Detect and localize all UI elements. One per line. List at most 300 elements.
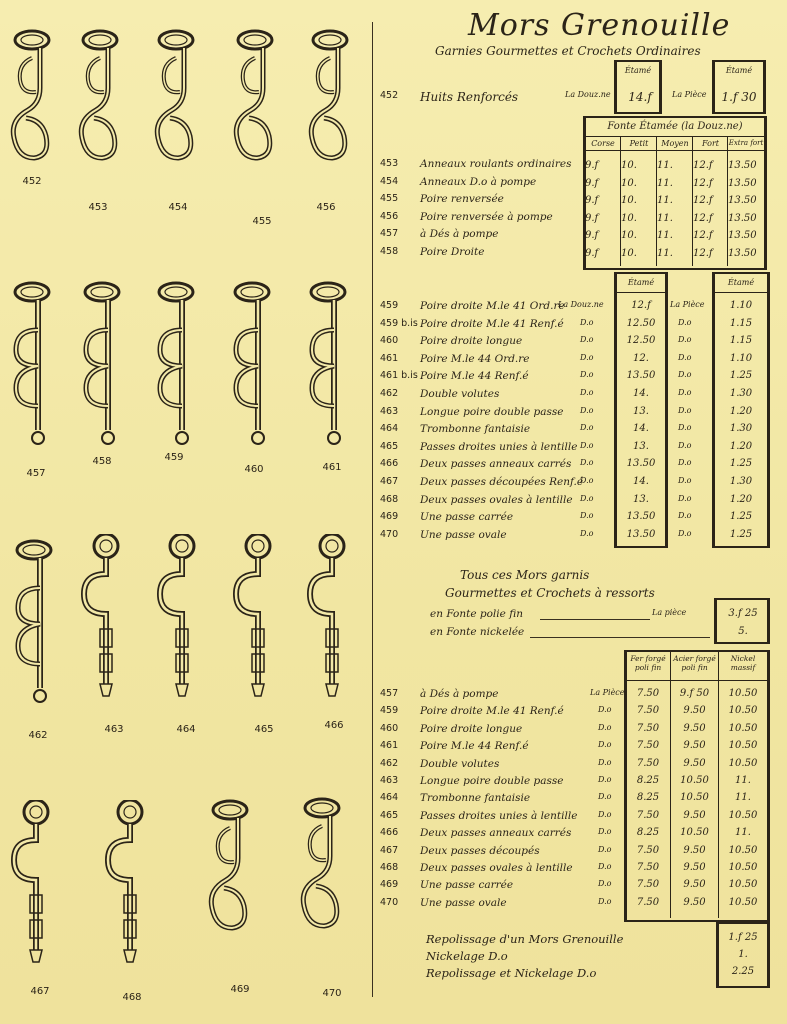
price: 13.50	[728, 160, 757, 171]
table-row	[380, 458, 780, 474]
item-name: Huits Renforcés	[420, 90, 519, 104]
item-name: Deux passes anneaux carrés	[420, 458, 572, 471]
item-number: 463	[380, 405, 399, 417]
price: 7.50	[636, 809, 660, 821]
item-name: Nickelage D.o	[426, 949, 508, 963]
price: 10.	[621, 212, 637, 224]
item-number: 461	[380, 352, 399, 364]
price: 14.f	[628, 90, 652, 104]
ditto-mark: D.o	[580, 317, 594, 327]
price: 12.f	[693, 195, 713, 206]
price: 11.	[657, 160, 673, 171]
price: 7.50	[636, 722, 660, 734]
price: 1.25	[729, 458, 753, 470]
illustrations-column	[0, 0, 372, 1024]
price: 1.25	[729, 528, 753, 540]
ditto-mark: D.o	[598, 740, 612, 750]
ditto-mark: D.o	[580, 440, 594, 450]
price: 10.50	[728, 757, 758, 769]
item-name: Deux passes découpés	[420, 844, 540, 857]
ditto-mark: D.o	[580, 388, 594, 397]
price: 10.	[621, 195, 637, 206]
price: 1.30	[729, 476, 753, 487]
item-number: 465	[380, 440, 399, 452]
ditto-mark: D.o	[678, 476, 692, 485]
bit-number: 459	[164, 452, 184, 463]
ditto-mark: D.o	[580, 458, 594, 468]
ditto-mark: D.o	[678, 388, 692, 397]
table-row	[380, 792, 780, 808]
column-header: Moyen	[661, 139, 689, 148]
ditto-mark: D.o	[598, 775, 612, 784]
ditto-mark: D.o	[598, 827, 612, 837]
bit-number: 452	[22, 176, 42, 187]
price: 1.10	[729, 352, 753, 364]
table-row	[380, 353, 780, 369]
item-number: 466	[380, 827, 399, 839]
price: 12.50	[626, 335, 656, 347]
item-number: 452	[380, 90, 399, 101]
item-name: à Dés à pompe	[420, 688, 499, 700]
table-row	[380, 335, 780, 351]
unit-label: La Pièce	[670, 300, 705, 309]
price: 7.50	[636, 896, 660, 908]
table-row	[380, 608, 780, 624]
bit-illustration	[4, 538, 64, 713]
table-row	[380, 318, 780, 334]
item-name: en Fonte polie fin	[430, 608, 523, 620]
price: 10.	[621, 230, 637, 241]
price: 1.30	[729, 423, 753, 435]
price: 13.50	[626, 458, 656, 470]
section-header: Fonte Étamée (la Douz.ne)	[607, 121, 743, 132]
price: 1.15	[729, 317, 753, 329]
ditto-mark: D.o	[580, 335, 594, 345]
item-number: 454	[380, 175, 399, 187]
item-number: 467	[380, 844, 399, 856]
table-row	[380, 897, 780, 913]
item-number: 469	[380, 879, 399, 891]
table-row	[380, 388, 780, 404]
bit-illustration	[298, 280, 358, 455]
price: 13.50	[728, 212, 757, 224]
ditto-mark: D.o	[598, 809, 612, 819]
table-row	[380, 827, 780, 843]
bit-number: 456	[316, 202, 336, 213]
item-name: Deux passes anneaux carrés	[420, 827, 572, 840]
bit-number: 467	[30, 986, 50, 997]
item-number: 468	[380, 862, 399, 873]
bit-illustration	[100, 800, 160, 975]
ditto-mark: D.o	[598, 862, 612, 871]
price: 9.f	[585, 212, 599, 224]
column-header: Étamé	[627, 278, 655, 287]
item-name: à Dés à pompe	[420, 228, 499, 240]
item-name: Une passe carrée	[420, 511, 514, 524]
table-row	[380, 300, 780, 316]
item-number: 453	[380, 158, 399, 169]
price: 9.50	[683, 862, 706, 873]
price: 1.20	[729, 440, 753, 452]
price: 10.50	[728, 740, 758, 752]
price: 13.	[633, 405, 649, 417]
item-name: Repolissage d'un Mors Grenouille	[426, 932, 624, 946]
price: 10.50	[728, 896, 758, 908]
price: 10.	[621, 247, 637, 259]
unit-label: La Pièce	[590, 688, 625, 697]
item-name: Une passe ovale	[420, 896, 507, 909]
item-name: Double volutes	[420, 757, 500, 770]
bit-illustration	[300, 28, 360, 203]
divider	[626, 680, 768, 681]
item-number: 462	[380, 388, 399, 399]
item-name: Une passe carrée	[420, 879, 514, 892]
item-number: 463	[380, 775, 399, 786]
price: 1.f 30	[721, 90, 757, 104]
price: 11.	[735, 792, 751, 804]
bit-number: 461	[322, 462, 342, 473]
item-name: Deux passes découpées Renf.é	[420, 476, 584, 488]
item-name: Anneaux D.o à pompe	[420, 175, 537, 188]
table-row	[380, 688, 780, 704]
item-number: 459 b.is	[380, 317, 418, 329]
price: 10.	[621, 160, 637, 171]
bit-number: 469	[230, 984, 250, 995]
table-row	[380, 423, 780, 439]
column-header: Corse	[591, 139, 615, 148]
item-number: 455	[380, 193, 399, 204]
divider	[585, 150, 765, 151]
price: 8.25	[636, 827, 660, 839]
item-name: Passes droites unies à lentille	[420, 440, 578, 453]
item-name: Poire droite M.le 41 Renf.é	[420, 317, 564, 330]
price: 10.50	[680, 775, 709, 786]
price: 5.	[738, 626, 748, 637]
ditto-mark: D.o	[580, 405, 594, 415]
price: 13.50	[626, 370, 656, 382]
item-name: en Fonte nickelée	[430, 626, 525, 638]
ditto-mark: D.o	[678, 423, 692, 433]
table-row	[380, 740, 780, 756]
price: 13.50	[626, 528, 656, 540]
price: 10.50	[728, 844, 758, 856]
column-divider	[372, 22, 373, 997]
bit-illustration	[152, 534, 212, 709]
bit-number: 468	[122, 992, 142, 1003]
price: 14.	[633, 388, 649, 399]
price: 1.30	[729, 388, 753, 399]
page-subtitle: Garnies Gourmettes et Crochets Ordinaires	[435, 44, 701, 58]
item-number: 467	[380, 476, 399, 487]
price: 10.50	[728, 705, 758, 717]
ditto-mark: D.o	[678, 317, 692, 327]
price: 1.f 25	[728, 932, 758, 943]
item-name: Poire droite longue	[420, 722, 523, 735]
table-row	[380, 406, 780, 422]
item-name: Poire droite M.le 41 Ord.re	[420, 300, 565, 312]
bit-illustration	[146, 28, 206, 203]
divider	[585, 136, 765, 137]
item-number: 462	[380, 757, 399, 769]
item-number: 456	[380, 210, 399, 222]
price: 9.50	[683, 740, 706, 752]
price: 7.50	[636, 705, 660, 717]
price: 9.50	[683, 809, 706, 821]
ditto-mark: D.o	[678, 405, 692, 415]
ditto-mark: D.o	[678, 511, 692, 521]
table-row	[380, 932, 780, 948]
item-number: 469	[380, 511, 399, 523]
table-row	[380, 775, 780, 791]
price: 10.50	[728, 722, 758, 734]
price: 12.f	[693, 177, 713, 189]
item-number: 459	[380, 300, 399, 311]
item-name: Poire Droite	[420, 245, 485, 258]
price: 1.	[738, 949, 748, 960]
item-number: 457	[380, 688, 399, 699]
price: 11.	[657, 177, 673, 189]
bit-illustration	[222, 280, 282, 455]
column-header: Étamé	[624, 66, 652, 75]
item-name: Anneaux roulants ordinaires	[420, 158, 572, 170]
item-number: 464	[380, 423, 399, 435]
price: 10.50	[728, 809, 758, 821]
price: 7.50	[636, 844, 660, 856]
bit-number: 466	[324, 720, 344, 731]
ditto-mark: D.o	[678, 370, 692, 380]
price: 13.50	[728, 177, 757, 189]
item-name: Deux passes ovales à lentille	[420, 862, 573, 874]
item-name: Trombonne fantaisie	[420, 423, 531, 436]
price: 9.50	[683, 722, 706, 734]
table-row	[380, 845, 780, 861]
column-header: Étamé	[725, 66, 753, 75]
table-row	[380, 862, 780, 878]
price: 10.50	[728, 688, 758, 699]
leader-line	[540, 619, 650, 620]
item-number: 460	[380, 722, 399, 734]
unit-label: La Pièce	[672, 90, 707, 99]
price: 9.50	[683, 757, 706, 769]
price: 7.50	[636, 757, 660, 769]
item-number: 470	[380, 896, 399, 908]
divider	[616, 292, 666, 293]
price: 12.f	[631, 300, 651, 311]
price: 9.50	[683, 896, 706, 908]
bit-illustration	[146, 280, 206, 455]
bit-illustration	[6, 800, 66, 975]
item-number: 470	[380, 528, 399, 540]
ditto-mark: D.o	[598, 757, 612, 767]
ditto-mark: D.o	[580, 370, 594, 380]
item-name: Poire renversée	[420, 193, 504, 205]
item-number: 468	[380, 493, 399, 505]
bit-number: 458	[92, 456, 112, 467]
price: 11.	[735, 775, 751, 786]
price: 8.25	[636, 792, 660, 804]
bit-number: 465	[254, 724, 274, 735]
bit-illustration	[228, 534, 288, 709]
price: 10.50	[680, 792, 709, 804]
price: 11.	[657, 212, 673, 224]
item-name: Poire droite longue	[420, 335, 523, 348]
bit-number: 464	[176, 724, 196, 735]
ditto-mark: D.o	[678, 352, 692, 362]
column-header: Fer forgé poli fin	[630, 654, 666, 672]
item-number: 466	[380, 458, 399, 470]
table-row	[380, 529, 780, 545]
bit-number: 470	[322, 988, 342, 999]
bit-number: 460	[244, 464, 264, 475]
table-row	[380, 441, 780, 457]
price: 7.50	[636, 879, 660, 891]
item-name: Poire M.le 44 Renf.é	[420, 370, 529, 383]
item-number: 458	[380, 245, 399, 257]
price: 12.f	[693, 160, 713, 171]
table-row	[380, 370, 780, 386]
price: 13.50	[728, 195, 757, 206]
item-name: Une passe ovale	[420, 528, 507, 541]
price: 12.50	[626, 317, 656, 329]
column-header: Étamé	[727, 278, 755, 287]
price: 10.50	[728, 862, 758, 873]
page-title: Mors Grenouille	[468, 8, 731, 43]
price: 13.	[633, 493, 649, 505]
price: 13.50	[728, 247, 757, 259]
price: 12.f	[693, 247, 713, 259]
price: 13.	[633, 440, 649, 452]
price: 1.25	[729, 370, 753, 382]
bit-illustration	[76, 534, 136, 709]
price: 9.50	[683, 879, 706, 891]
item-name: Poire M.le 44 Ord.re	[420, 352, 530, 365]
price: 12.	[633, 352, 649, 364]
item-name: Poire M.le 44 Renf.é	[420, 740, 529, 753]
price: 11.	[657, 230, 673, 241]
ditto-mark: D.o	[580, 423, 594, 433]
bit-illustration	[2, 280, 62, 455]
ditto-mark: D.o	[580, 493, 594, 503]
ditto-mark: D.o	[678, 335, 692, 345]
table-row	[380, 879, 780, 895]
ditto-mark: D.o	[598, 705, 612, 715]
price: 9.50	[683, 844, 706, 856]
table-row	[380, 476, 780, 492]
ditto-mark: D.o	[580, 476, 594, 485]
ditto-mark: D.o	[678, 528, 692, 538]
section-title: Gourmettes et Crochets à ressorts	[445, 586, 655, 600]
item-name: Trombonne fantaisie	[420, 792, 531, 805]
table-row	[380, 705, 780, 721]
bit-illustration	[72, 280, 132, 455]
bit-illustration	[200, 798, 260, 973]
ditto-mark: D.o	[580, 511, 594, 521]
ditto-mark: D.o	[598, 792, 612, 802]
price: 11.	[657, 195, 673, 206]
item-name: Longue poire double passe	[420, 775, 564, 787]
leader-line	[530, 637, 710, 638]
bit-number: 457	[26, 468, 46, 479]
price: 9.f	[585, 177, 599, 189]
price: 10.50	[680, 827, 709, 839]
price: 11.	[735, 827, 751, 839]
table-row	[380, 810, 780, 826]
bit-number: 463	[104, 724, 124, 735]
table-row	[380, 511, 780, 527]
ditto-mark: D.o	[598, 896, 612, 906]
column-header: Fort	[702, 139, 719, 148]
item-name: Double volutes	[420, 388, 500, 400]
price: 12.f	[693, 230, 713, 241]
bit-number: 454	[168, 202, 188, 213]
price: 7.50	[636, 740, 660, 752]
section-title: Tous ces Mors garnis	[460, 568, 590, 582]
item-name: Poire droite M.le 41 Renf.é	[420, 705, 564, 718]
price: 9.f	[585, 160, 599, 171]
price: 14.	[633, 476, 649, 487]
item-name: Deux passes ovales à lentille	[420, 493, 573, 506]
price: 7.50	[636, 862, 660, 873]
price: 10.50	[728, 879, 758, 891]
column-header: Petit	[629, 139, 649, 148]
unit-label: La Douz.ne	[565, 90, 611, 99]
column-header: Extra fort	[728, 139, 764, 147]
price: 1.15	[729, 335, 753, 347]
bit-illustration	[225, 28, 285, 203]
item-number: 461	[380, 740, 399, 752]
table-row	[380, 626, 780, 642]
bit-illustration	[292, 796, 352, 971]
unit-label: La Douz.ne	[558, 300, 604, 309]
unit-label: La pièce	[652, 608, 687, 617]
bit-illustration	[70, 28, 130, 203]
item-name: Repolissage et Nickelage D.o	[426, 966, 597, 980]
price: 8.25	[636, 775, 660, 786]
price: 11.	[657, 247, 673, 259]
ditto-mark: D.o	[678, 458, 692, 468]
item-number: 460	[380, 335, 399, 347]
column-header: Acier forgé poli fin	[673, 654, 716, 672]
table-row	[380, 90, 780, 106]
ditto-mark: D.o	[598, 722, 612, 732]
price: 1.20	[729, 493, 753, 505]
price: 2.25	[731, 966, 755, 977]
item-number: 459	[380, 705, 399, 717]
bit-number: 453	[88, 202, 108, 213]
item-name: Poire renversée à pompe	[420, 210, 553, 223]
price: 14.	[633, 423, 649, 435]
price: 12.f	[693, 212, 713, 224]
column-header: Nickel massif	[730, 654, 756, 672]
price: 9.f 50	[679, 688, 710, 699]
item-number: 464	[380, 792, 399, 804]
price: 7.50	[636, 688, 660, 699]
price: 1.10	[729, 300, 753, 311]
table-row	[380, 723, 780, 739]
price: 1.25	[729, 511, 753, 523]
table-row	[380, 758, 780, 774]
table-row	[380, 494, 780, 510]
table-row	[380, 949, 780, 965]
ditto-mark: D.o	[598, 879, 612, 889]
ditto-mark: D.o	[598, 844, 612, 854]
price: 3.f 25	[728, 608, 758, 619]
bit-number: 462	[28, 730, 48, 741]
table-row	[380, 966, 780, 982]
item-number: 461 b.is	[380, 370, 418, 382]
item-name: Passes droites unies à lentille	[420, 809, 578, 822]
item-number: 465	[380, 809, 399, 821]
